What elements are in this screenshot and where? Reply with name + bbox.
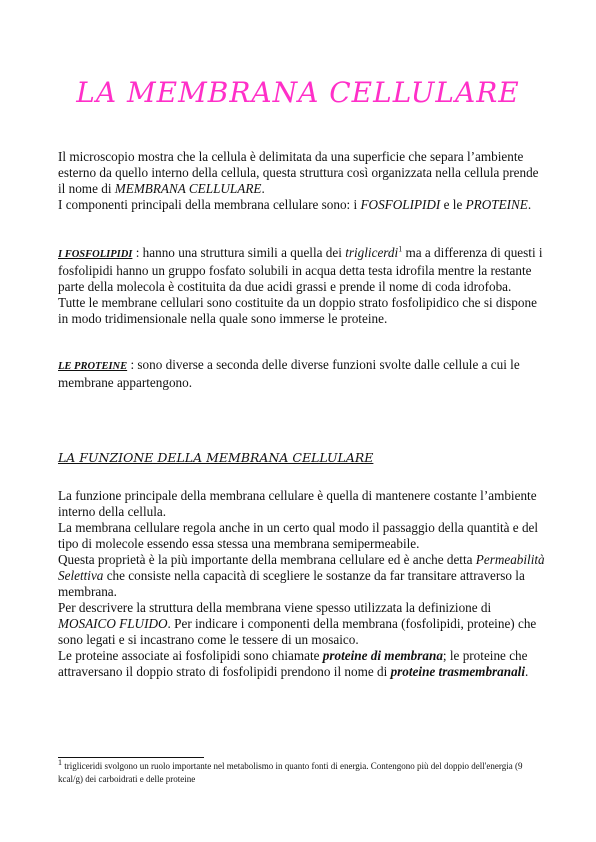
page-title: LA MEMBRANA CELLULARE (76, 76, 520, 109)
section-heading: LA FUNZIONE DELLA MEMBRANA CELLULARE (58, 450, 374, 465)
proteine-trasmembranali-term: proteine trasmembranali (390, 664, 526, 679)
proteine-paragraph: LE PROTEINE : sono diverse a seconda delle diverse funzioni svolte dalle cellule a cui le membrane appartengono. (58, 357, 520, 390)
funzione-paragraph: La funzione principale della membrana cellulare è quella di mantenere costante l’ambiente interno della cellula. La membrana cellulare regola anche in un certo qual modo il passaggio della quantità e del tipo di molecole essendo essa stessa una membrana semipermeabile. Questa proprietà è la più importante della membrana cellulare ed è anche detta Permeabilità Selettiva che consiste nella capacità di scegliere le sostanze da far transitare attraverso la membrana. Per descrivere la struttura della membrana viene spesso utilizzata la definizione di MOSAICO FLUIDO. Per indicare i componenti della membrana (fosfolipidi, proteine) che sono legati e si incastrano come le tessere di un mosaico. Le proteine associate ai fosfolipidi sono chiamate proteine di membrana; le proteine che attraversano il doppio strato di fosfolipidi prendono il nome di proteine trasmembranali. (58, 488, 545, 679)
footnote-ref: 1 (398, 244, 403, 254)
fosfolipidi-label: I FOSFOLIPIDI (58, 249, 133, 260)
footnote: $^1$ trigliceridi svolgono un ruolo importante nel metabolismo in quanto fonti di energia. Contengono più del doppio dell'energia (9 kcal/g) dei carboidrati e delle proteine (58, 758, 523, 784)
permeabilita-selettiva-term: Permeabilità Selettiva (58, 552, 545, 583)
membrana-cellulare-term: MEMBRANA CELLULARE (114, 181, 262, 196)
fosfolipidi-term: FOSFOLIPIDI (360, 197, 441, 212)
proteine-label: LE PROTEINE (58, 361, 128, 372)
footnote-divider (58, 757, 204, 758)
mosaico-fluido-term: MOSAICO FLUIDO (58, 616, 168, 631)
proteine-di-membrana-term: proteine di membrana (322, 648, 443, 663)
proteine-term: PROTEINE (465, 197, 528, 212)
trigliceridi-term: triglicerdi (345, 245, 399, 260)
intro-paragraph: Il microscopio mostra che la cellula è delimitata da una superficie che separa l’ambiente esterno da quello interno della cellula, questa struttura così organizzata nella cellula prende il nome di MEMBRANA CELLULARE. I componenti principali della membrana cellulare sono: i FOSFOLIPIDI e le PROTEINE. (58, 149, 539, 212)
footnote-number: 1 (58, 758, 62, 767)
fosfolipidi-paragraph: I FOSFOLIPIDI : hanno una struttura simili a quella dei triglicerdi$^1$ ma a differenza di questi i fosfolipidi hanno un gruppo fosfato solubili in acqua detta testa idrofila mentre la restante parte della molecola è costituita da due acidi grassi e prende il nome di coda idrofoba. Tutte le membrane cellulari sono costituite da un doppio strato fosfolipidico che si dispone in modo tridimensionale nella quale sono immerse le proteine. (58, 244, 543, 326)
